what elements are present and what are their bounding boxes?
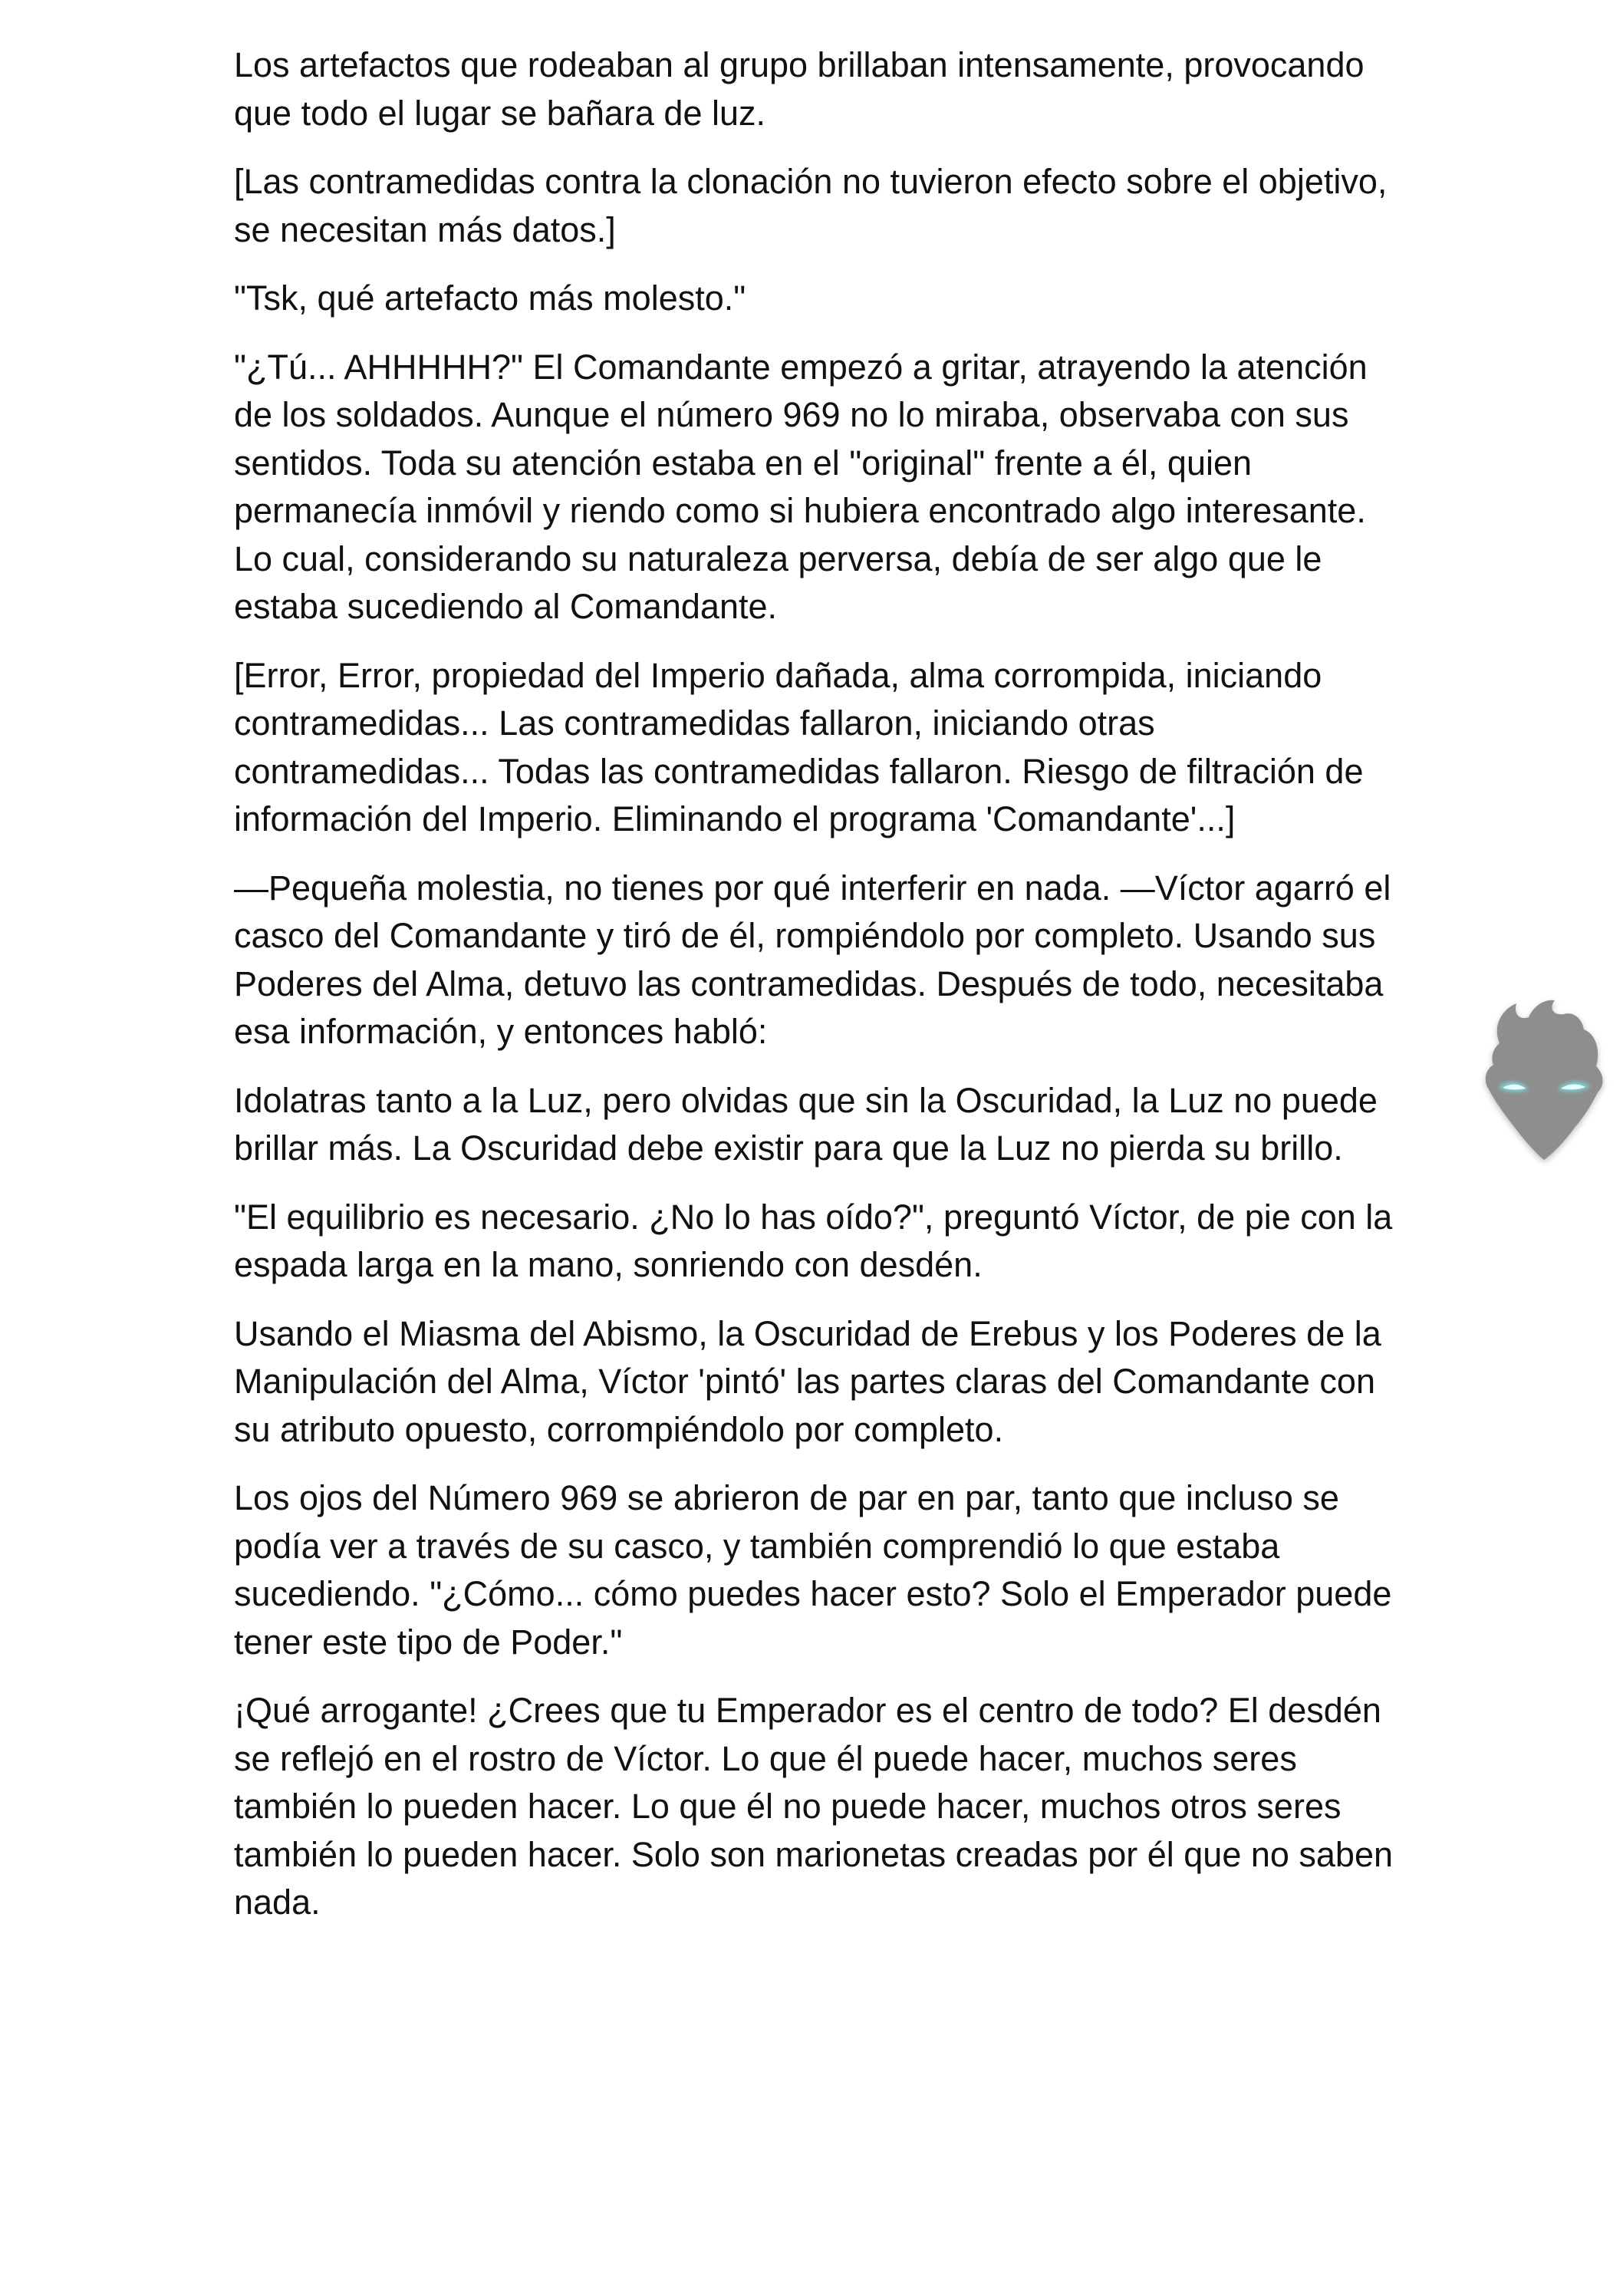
document-body: [234, 41, 1407, 1948]
demon-head-shape: [1486, 1000, 1603, 1160]
paragraph-2: [Las contramedidas contra la clonación no tuvieron efecto sobre el objetivo, se necesitan más datos.]: [234, 162, 1388, 249]
paragraph-5: [Error, Error, propiedad del Imperio dañada, alma corrompida, iniciando contramedidas... Las contramedidas fallaron, iniciando otras contramedidas... Todas las contramedidas fallaron. Riesgo de filtración de información del Imperio. Eliminando el programa 'Comandante'...]: [234, 655, 1364, 838]
paragraph-3: "Tsk, qué artefacto más molesto.": [234, 278, 746, 318]
paragraph-11: ¡Qué arrogante! ¿Crees que tu Emperador es el centro de todo? El desdén se reflejó en el rostro de Víctor. Lo que él puede hacer, muchos seres también lo pueden hacer. Lo que él no puede hacer, muchos otros seres también lo pueden hacer. Solo son marionetas creadas por él que no saben nada.: [234, 1691, 1394, 1922]
paragraph-6: —Pequeña molestia, no tienes por qué interferir en nada. —Víctor agarró el casco del Comandante y tiró de él, rompiéndolo por completo. Usando sus Poderes del Alma, detuvo las contramedidas. Después de todo, necesitaba esa información, y entonces habló:: [234, 868, 1391, 1051]
paragraph-7: Idolatras tanto a la Luz, pero olvidas que sin la Oscuridad, la Luz no puede brillar más. La Oscuridad debe existir para que la Luz no pierda su brillo.: [234, 1080, 1378, 1168]
paragraph-9: Usando el Miasma del Abismo, la Oscuridad de Erebus y los Poderes de la Manipulación del Alma, Víctor 'pintó' las partes claras del Comandante con su atributo opuesto, corrompiéndolo por completo.: [234, 1313, 1381, 1449]
demon-head-logo-icon: [1469, 990, 1615, 1166]
paragraph-1: Los artefactos que rodeaban al grupo brillaban intensamente, provocando que todo el lugar se bañara de luz.: [234, 45, 1365, 133]
paragraph-4: "¿Tú... AHHHHH?" El Comandante empezó a gritar, atrayendo la atención de los soldados. Aunque el número 969 no lo miraba, observaba con sus sentidos. Toda su atención estaba en el "original" frente a él, quien permanecía inmóvil y riendo como si hubiera encontrado algo interesante. Lo cual, considerando su naturaleza perversa, debía de ser algo que le estaba sucediendo al Comandante.: [234, 347, 1368, 626]
paragraph-8: "El equilibrio es necesario. ¿No lo has oído?", preguntó Víctor, de pie con la espada larga en la mano, sonriendo con desdén.: [234, 1197, 1393, 1284]
paragraph-10: Los ojos del Número 969 se abrieron de par en par, tanto que incluso se podía ver a través de su casco, y también comprendió lo que estaba sucediendo. "¿Cómo... cómo puedes hacer esto? Solo el Emperador puede tener este tipo de Poder.": [234, 1478, 1392, 1662]
